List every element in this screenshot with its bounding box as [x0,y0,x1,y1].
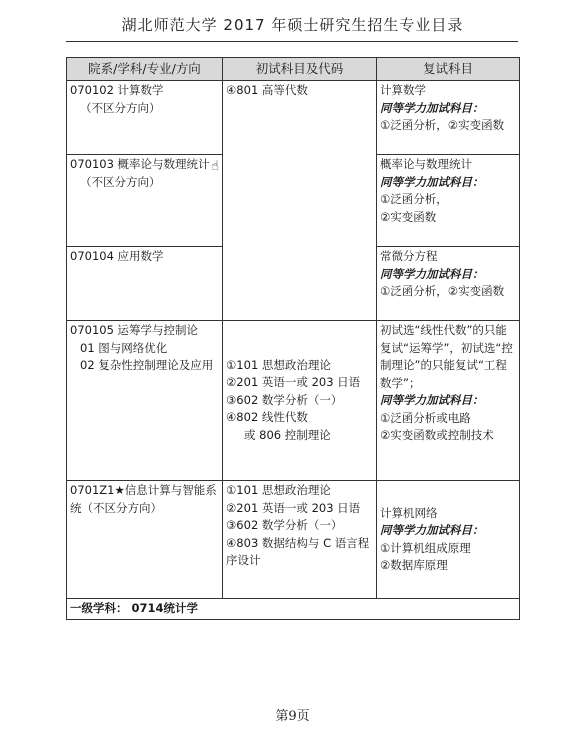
exam-subject: ③602 数学分析（一） [226,392,343,407]
retest-extra: ②实变函数 [380,209,437,224]
retest-subject: 计算机网络 [380,505,438,520]
exam-cell [223,481,377,599]
discipline-footer: 一级学科： 0714统计学 [67,599,520,620]
retest-cell [377,155,520,247]
major-name: 070102 计算数学 [70,83,164,97]
major-name: 070105 运筹学与控制论 [70,323,199,337]
exam-subject: ④803 数据结构与 C 语言程序设计 [226,535,370,567]
page-number: 第9页 [275,709,310,724]
retest-subject: 概率论与数理统计 [380,157,472,171]
retest-extra: ①计算机组成原理 [380,540,471,555]
major-cell [67,481,223,599]
equivalent-label: 同等学力加试科目： [380,174,484,189]
equivalent-label: 同等学力加试科目： [380,523,484,537]
retest-extra: ①泛函分析，②实变函数 [380,284,505,298]
shared-exam-cell [223,81,377,321]
retest-cell [377,81,520,155]
major-cell [67,247,223,321]
col-header-retest: 复试科目 [377,58,520,81]
header-divider [66,41,518,42]
retest-extra: ①泛函分析， [380,192,448,206]
table-header-row [67,58,520,81]
direction-item: 02 复杂性控制理论及应用 [80,358,214,372]
major-cell [67,155,223,247]
exam-subject: ③602 数学分析（一） [226,518,343,532]
exam-cell [223,321,377,481]
retest-cell [377,321,520,481]
table-footer-row [67,599,520,620]
col-header-exam: 初试科目及代码 [223,58,377,81]
table-row [67,481,520,599]
retest-note: 初试选“线性代数”的只能复试“运筹学”，初试选“控制理论”的只能复试“工程数学”； [380,323,513,390]
exam-subject: ④801 高等代数 [226,83,308,97]
equivalent-label: 同等学力加试科目： [380,393,484,407]
major-name: 070103 概率论与数理统计 [70,157,210,171]
major-cell [67,81,223,155]
exam-subject: ①101 思想政治理论 [226,357,331,372]
table-row [67,321,520,481]
major-cell [67,321,223,481]
major-note: （不区分方向） [80,100,161,115]
retest-extra: ①泛函分析或电路 [380,410,471,425]
major-note: （不区分方向） [80,174,161,189]
retest-subject: 常微分方程 [380,249,438,263]
retest-cell [377,481,520,599]
major-name: 070104 应用数学 [70,249,164,263]
exam-subject: ②201 英语一或 203 日语 [226,500,361,515]
hand-cursor-icon: ☝ [211,159,219,174]
exam-subject: ②201 英语一或 203 日语 [226,375,361,390]
program-catalog-table [66,57,520,620]
retest-subject: 计算数学 [380,83,426,97]
retest-cell [377,247,520,321]
col-header-major: 院系/学科/专业/方向 [67,58,223,81]
retest-extra: ①泛函分析，②实变函数 [380,118,505,132]
exam-subject: ①101 思想政治理论 [226,483,331,497]
table-row [67,81,520,155]
equivalent-label: 同等学力加试科目： [380,100,484,115]
major-name: 0701Z1★信息计算与智能系统（不区分方向） [70,483,217,515]
exam-subject: ④802 线性代数 [226,410,308,425]
retest-extra: ②数据库原理 [380,558,448,572]
equivalent-label: 同等学力加试科目： [380,266,484,281]
page-header-title: 湖北师范大学 2017 年硕士研究生招生专业目录 [121,16,464,34]
direction-item: 01 图与网络优化 [80,340,168,355]
exam-subject: 或 806 控制理论 [244,427,331,442]
retest-extra: ②实变函数或控制技术 [380,428,494,442]
